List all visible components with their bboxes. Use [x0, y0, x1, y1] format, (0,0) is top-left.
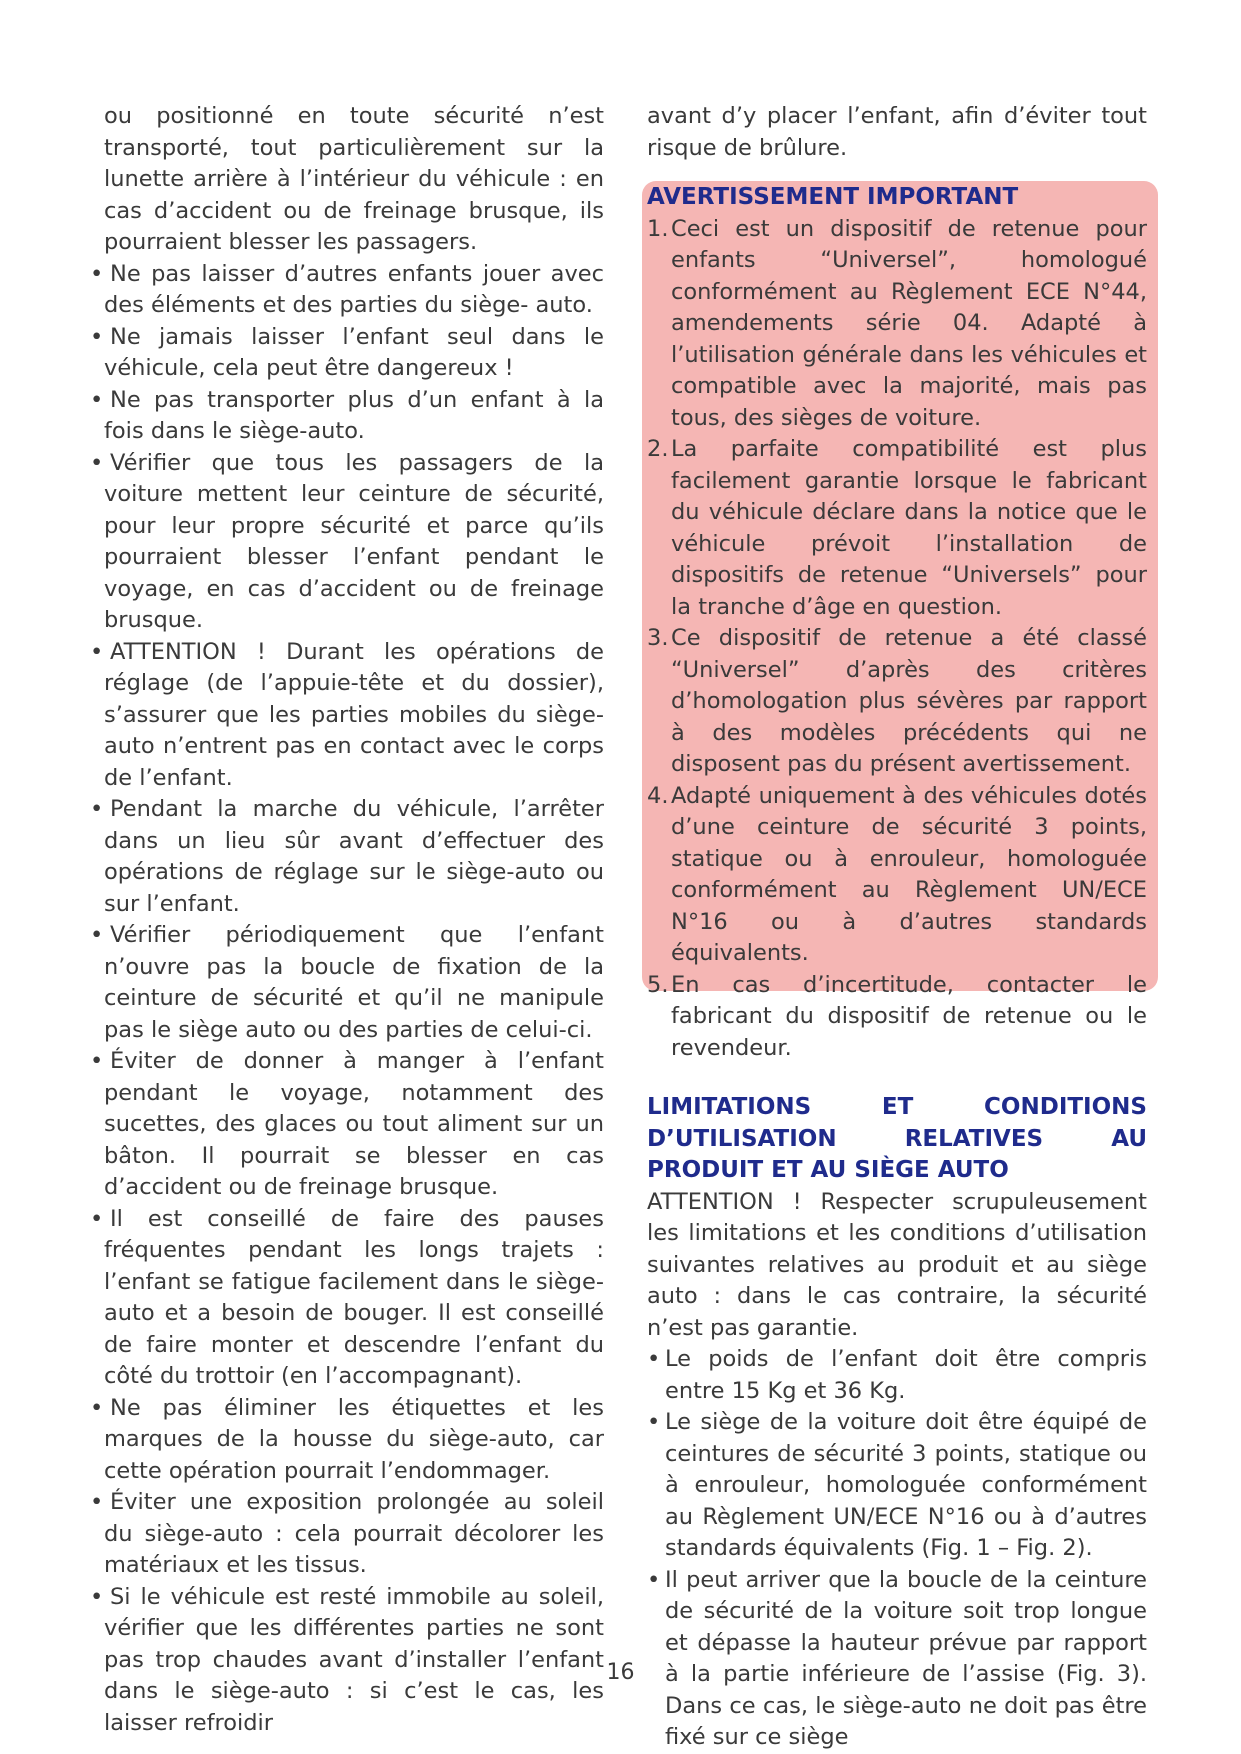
list-item	[90, 1487, 604, 1582]
list-item-text: Ne pas laisser d’autres enfants jouer avec des éléments et des parties du siège- auto.	[104, 260, 604, 318]
item-number: 2.	[647, 436, 669, 462]
bullet-mark: •	[90, 1583, 104, 1610]
list-item-text: Ceci est un dispositif de retenue pour enfants “Universel”, homologué conformément au Règlement ECE N°44, amendements série 04. Adapté à l’utilisation générale dans les véhicules et compatible avec la majorité, mais pas tous, des sièges de voiture.	[671, 215, 1147, 431]
warning-box	[647, 182, 1147, 1064]
list-item-text: Ne pas transporter plus d’un enfant à la fois dans le siège-auto.	[104, 386, 604, 444]
list-item-text: Le siège de la voiture doit être équipé de ceintures de sécurité 3 points, statique ou à enrouleur, homologuée conformément au Règlement UN/ECE N°16 ou à d’autres standards équivalents (Fig. 1 – Fig. 2).	[665, 1409, 1147, 1561]
list-item	[90, 385, 604, 448]
list-item-text: Ne jamais laisser l’enfant seul dans le véhicule, cela peut être dangereux !	[104, 323, 604, 381]
left-bullet-list	[90, 259, 604, 1740]
left-column	[90, 101, 604, 1739]
list-item	[90, 920, 604, 1046]
bullet-mark: •	[90, 1048, 104, 1074]
list-item-text: En cas d’incertitude, contacter le fabricant du dispositif de retenue ou le revendeur.	[671, 971, 1147, 1061]
list-item-text: Adapté uniquement à des véhicules dotés d’une ceinture de sécurité 3 points, statique ou à enrouleur, homologuée conformément au Règlement UN/ECE N°16 ou à d’autres standards équivalents.	[671, 782, 1147, 966]
bullet-mark: •	[90, 1489, 104, 1515]
item-number: 3.	[647, 625, 669, 651]
list-item-text: Vérifier périodiquement que l’enfant n’ouvre pas la boucle de fixation de la ceinture de sécurité et qu’il ne manipule pas le siège auto ou des parties de celui-ci.	[104, 922, 604, 1043]
item-number: 5.	[647, 971, 669, 998]
list-item	[647, 434, 1147, 623]
list-item	[647, 1407, 1147, 1565]
list-item-text: Ce dispositif de retenue a été classé “Universel” d’après des critères d’homologation plus sévères par rapport à des modèles précédents qui ne disposent pas du présent avertissement.	[671, 625, 1147, 777]
bullet-mark: •	[647, 1566, 661, 1593]
list-item-text: Pendant la marche du véhicule, l’arrêter dans un lieu sûr avant d’effectuer des opérations de réglage sur le siège-auto ou sur l’enfant.	[104, 796, 604, 917]
list-item	[90, 1204, 604, 1393]
right-intro-paragraph: avant d’y placer l’enfant, afin d’éviter tout risque de brûlure.	[647, 103, 1147, 161]
list-item	[90, 1393, 604, 1488]
list-item	[647, 214, 1147, 435]
right-column	[647, 101, 1147, 1754]
page-number: 16	[606, 1660, 635, 1685]
warning-list	[647, 214, 1147, 1065]
list-item-text: Vérifier que tous les passagers de la voiture mettent leur ceinture de sécurité, pour leur propre sécurité et parce qu’ils pourraient blesser l’enfant pendant le voyage, en cas d’accident ou de freinage brusque.	[104, 449, 604, 633]
list-item-text: Le poids de l’enfant doit être compris entre 15 Kg et 36 Kg.	[665, 1346, 1147, 1404]
left-intro-paragraph: ou positionné en toute sécurité n’est transporté, tout particulièrement sur la lunette arrière à l’intérieur du véhicule : en cas d’accident ou de freinage brusque, ils pourraient blesser les passagers.	[104, 103, 604, 255]
bullet-mark: •	[90, 638, 104, 665]
list-item	[647, 1344, 1147, 1407]
bullet-mark: •	[90, 323, 104, 350]
bullet-mark: •	[90, 1394, 104, 1421]
list-item-text: Éviter de donner à manger à l’enfant pendant le voyage, notamment des sucettes, des glaces ou tout aliment sur un bâton. Il pourrait se blesser en cas d’accident ou de freinage brusque.	[104, 1048, 604, 1200]
list-item	[647, 1565, 1147, 1754]
list-item	[90, 794, 604, 920]
limitations-bullet-list	[647, 1344, 1147, 1754]
list-item-text: Éviter une exposition prolongée au soleil du siège-auto : cela pourrait décolorer les matériaux et les tissus.	[104, 1489, 604, 1578]
bullet-mark: •	[90, 386, 104, 413]
warning-title: AVERTISSEMENT IMPORTANT	[647, 184, 1019, 210]
list-item	[90, 322, 604, 385]
limitations-title: LIMITATIONS ET CONDITIONS D’UTILISATION RELATIVES AU PRODUIT ET AU SIÈGE AUTO	[647, 1094, 1147, 1183]
list-item-text: ATTENTION ! Durant les opérations de réglage (de l’appuie-tête et du dossier), s’assurer que les parties mobiles du siège-auto n’entrent pas en contact avec le corps de l’enfant.	[104, 638, 604, 791]
list-item	[90, 1046, 604, 1204]
item-number: 1.	[647, 215, 669, 242]
bullet-mark: •	[90, 796, 104, 822]
bullet-mark: •	[90, 449, 104, 476]
list-item-text: Il est conseillé de faire des pauses fréquentes pendant les longs trajets : l’enfant se fatigue facilement dans le siège-auto et a besoin de bouger. Il est conseillé de faire monter et descendre l’enfant du côté du trottoir (en l’accompagnant).	[104, 1205, 604, 1389]
list-item-text: Ne pas éliminer les étiquettes et les marques de la housse du siège-auto, car cette opération pourrait l’endommager.	[104, 1394, 604, 1484]
list-item	[90, 448, 604, 637]
list-item-text: La parfaite compatibilité est plus facilement garantie lorsque le fabricant du véhicule déclare dans la notice que le véhicule prévoit l’installation de dispositifs de retenue “Universels” pour la tranche d’âge en question.	[671, 436, 1147, 620]
bullet-mark: •	[90, 922, 104, 948]
list-item	[647, 623, 1147, 781]
bullet-mark: •	[90, 260, 104, 287]
item-number: 4.	[647, 782, 669, 809]
list-item	[90, 259, 604, 322]
bullet-mark: •	[647, 1346, 661, 1372]
list-item-text: Il peut arriver que la boucle de la ceinture de sécurité de la voiture soit trop longue et dépasse la hauteur prévue par rapport à la partie inférieure de l’assise (Fig. 3). Dans ce cas, le siège-auto ne doit pas être fixé sur ce siège	[665, 1566, 1147, 1750]
list-item	[647, 781, 1147, 970]
limitations-intro: ATTENTION ! Respecter scrupuleusement les limitations et les conditions d’utilisation suivantes relatives au produit et au siège auto : dans le cas contraire, la sécurité n’est pas garantie.	[647, 1188, 1147, 1341]
bullet-mark: •	[90, 1205, 104, 1232]
list-item	[90, 637, 604, 795]
list-item-text: Si le véhicule est resté immobile au soleil, vérifier que les différentes parties ne sont pas trop chaudes avant d’installer l’enfant dans le siège-auto : si c’est le cas, les laisser refroidir	[104, 1583, 604, 1736]
list-item	[647, 970, 1147, 1065]
bullet-mark: •	[647, 1409, 661, 1435]
